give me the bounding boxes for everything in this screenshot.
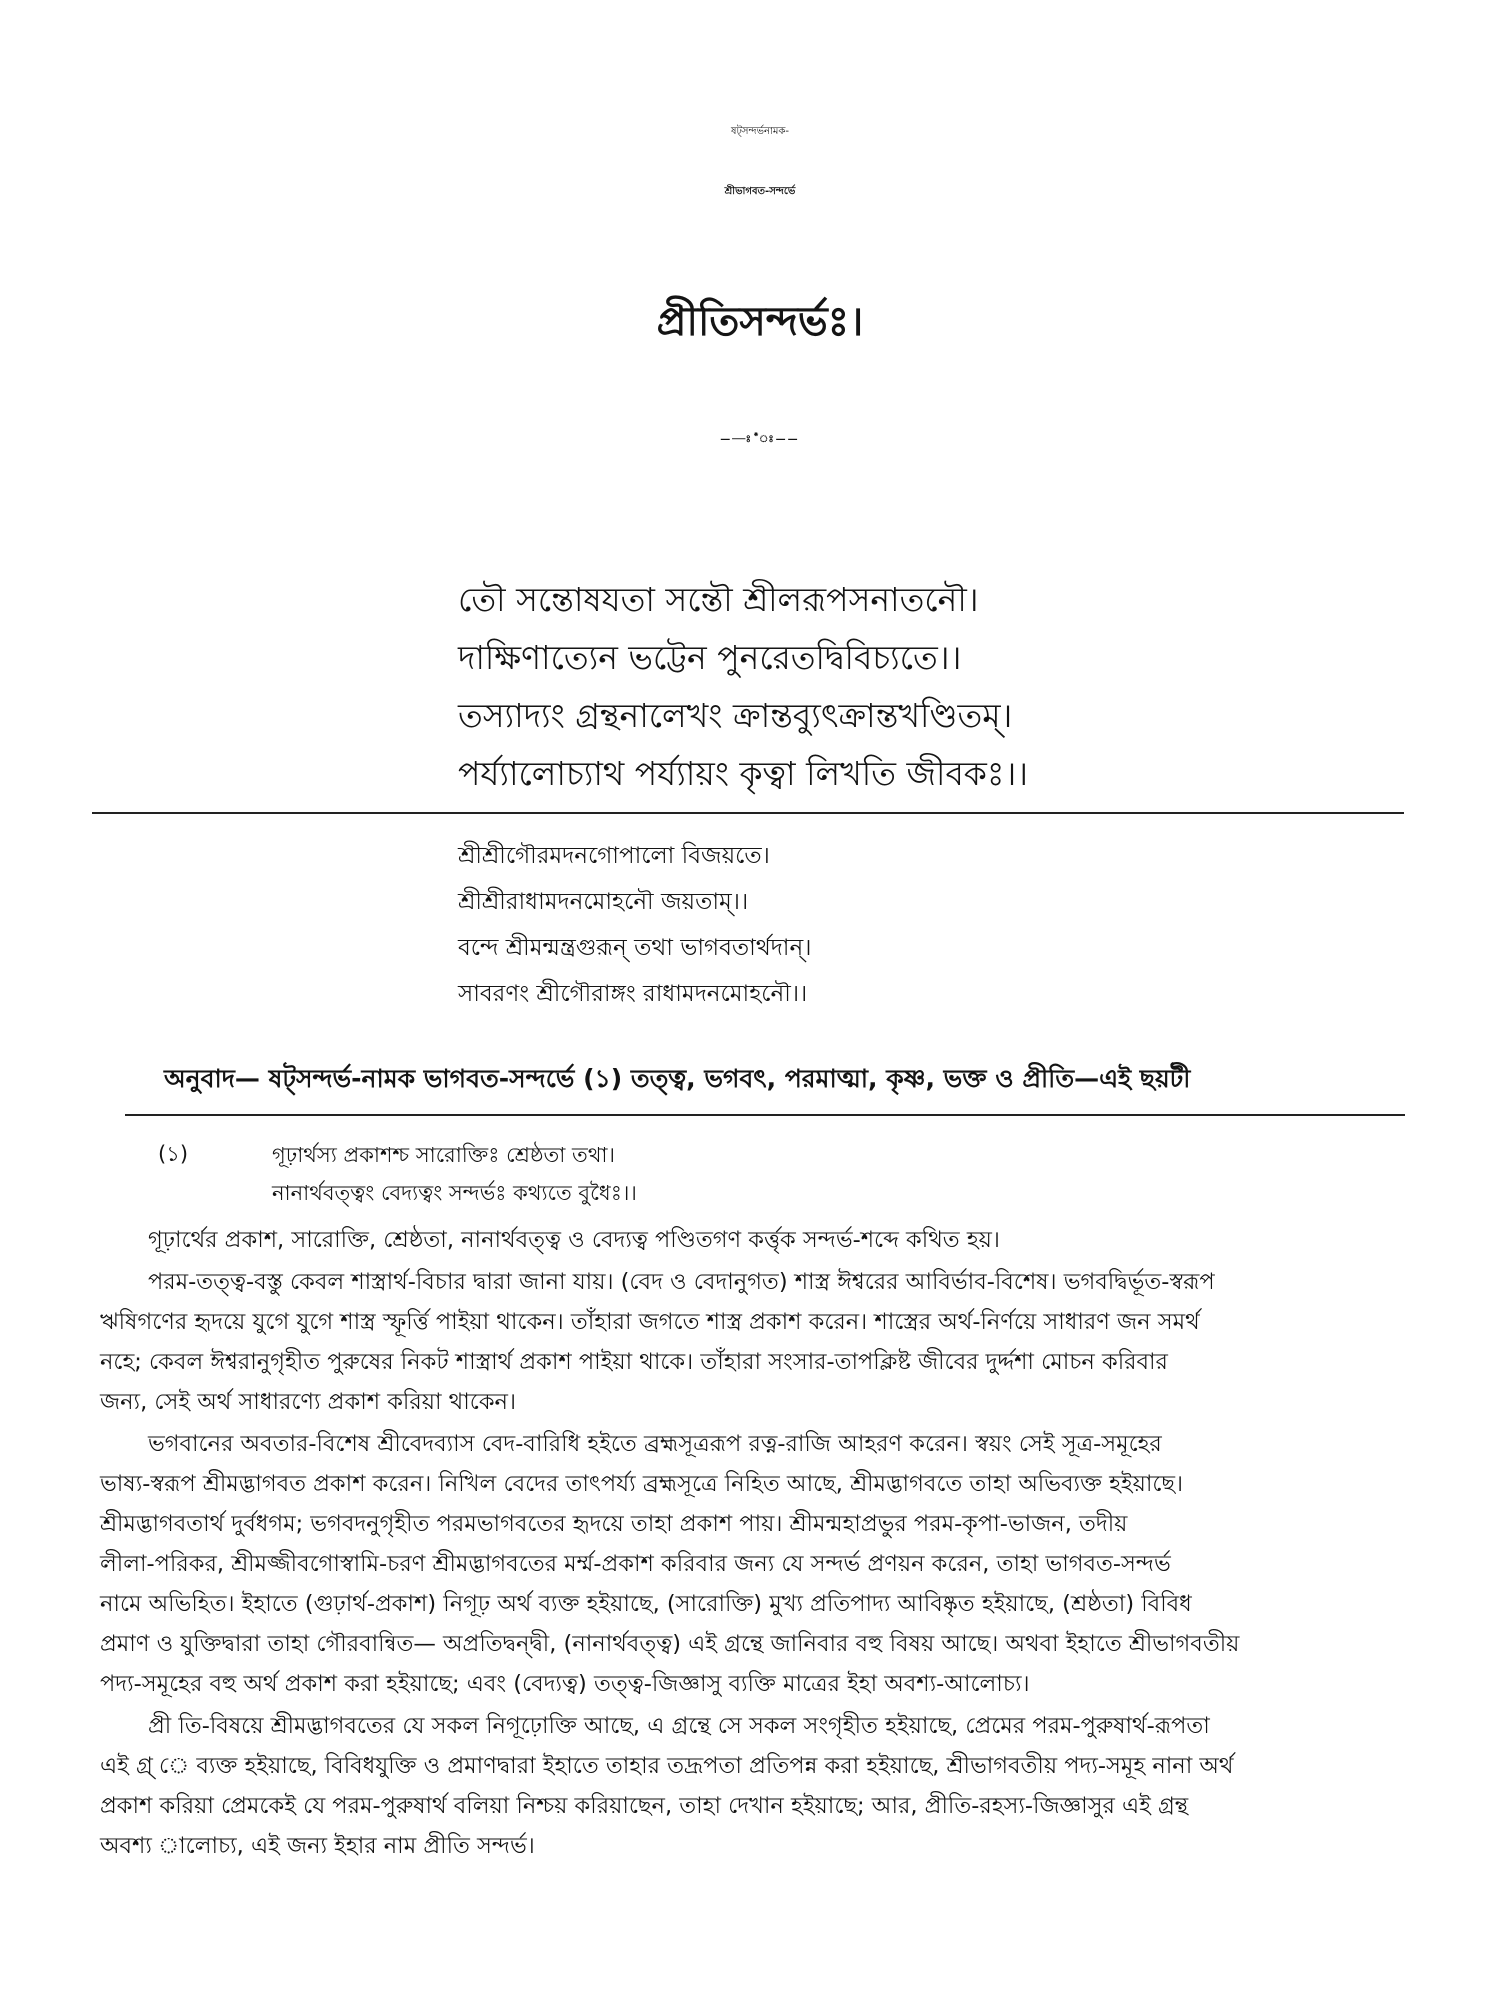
verse-line: দাক্ষিণাত্যেন ভট্টেন পুনরেতদ্বিবিচ্যতে।। [458,638,962,677]
paragraph-line: অবশ্য ালোচ্য, এই জন্য ইহার নাম প্রীতি সন্দর্ভ। [100,1833,535,1859]
invocation-line: সাবরণং শ্রীগৌরাঙ্গং রাধামদনমোহনৌ।। [458,981,808,1007]
paragraph-line: প্রমাণ ও যুক্তিদ্বারা তাহা গৌরবান্বিত— অপ্রতিদ্বন্দ্বী, (নানার্থবত্ত্ব) এই গ্রন্থে জানিবার বহু বিষয় আছে। অথবা ইহাতে শ্রীভাগবতীয় [100,1631,1240,1657]
invocation-line: শ্রীশ্রীগৌরমদনগোপালো বিজয়তে। [458,843,770,869]
footnote-line: নানার্থবত্ত্বং বেদ্যত্বং সন্দর্ভঃ কথ্যতে বুধৈঃ।। [272,1181,637,1205]
paragraph [100,1262,1410,1422]
paragraph [148,1220,1410,1260]
footnote-divider [125,1114,1405,1116]
paragraph-line: নহে; কেবল ঈশ্বরানুগৃহীত পুরুষের নিকট শাস্ত্রার্থ প্রকাশ পাইয়া থাকে। তাঁহারা সংসার-তাপক্লিষ্ট জীবের দুর্দ্দশা মোচন করিবার [100,1349,1168,1375]
verse-line: তস্যাদ্যং গ্রন্থনালেখং ক্রান্তব্যুৎক্রান্তখণ্ডিতম্। [458,696,1013,735]
book-title: প্রীতিসন্দর্ভঃ। [656,299,864,345]
paragraph-line: ঋষিগণের হৃদয়ে যুগে যুগে শাস্ত্র স্ফূর্ত্তি পাইয়া থাকেন। তাঁহারা জগতে শাস্ত্র প্রকাশ করেন। শাস্ত্রের অর্থ-নির্ণয়ে সাধারণ জন সমর্থ [100,1309,1200,1335]
section-divider [92,812,1404,814]
verse-line: পর্য্যালোচ্যাথ পর্য্যায়ং কৃত্বা লিখতি জীবকঃ।। [458,754,1029,793]
footnote-number: (১) [158,1142,189,1166]
verse-line: তৌ সন্তোষযতা সন্তৌ শ্রীলরূপসনাতনৌ। [458,580,979,619]
translation-text: ষট্সন্দর্ভ-নামক ভাগবত-সন্দর্ভে (১) তত্ত্ব, ভগবৎ, পরমাত্মা, কৃষ্ণ, ভক্ত ও প্রীতি—এই ছয়টী [259,1064,1191,1093]
paragraph-line: ভাষ্য-স্বরূপ শ্রীমদ্ভাগবত প্রকাশ করেন। নিখিল বেদের তাৎপর্য্য ব্রহ্মসূত্রে নিহিত আছে, শ্রীমদ্ভাগবতে তাহা অভিব্যক্ত হইয়াছে। [100,1471,1184,1497]
translation-line [164,1059,1190,1102]
paragraph-line: শ্রীমদ্ভাগবতার্থ দুর্বধগম; ভগবদনুগৃহীত পরমভাগবতের হৃদয়ে তাহা প্রকাশ পায়। শ্রীমন্মহাপ্রভুর পরম-কৃপা-ভাজন, তদীয় [100,1511,1128,1537]
paragraph-line: নামে অভিহিত। ইহাতে (গুঢ়ার্থ-প্রকাশ) নিগূঢ় অর্থ ব্যক্ত হইয়াছে, (সারোক্তি) মুখ্য প্রতিপাদ্য আবিষ্কৃত হইয়াছে, (শ্রষ্ঠতা) বিবিধ [100,1591,1192,1617]
paragraph [100,1424,1410,1704]
main-title: শ্রীভাগবত-সন্দর্ভে [724,186,796,197]
ornament-divider: ——ঃ*ঃ—— [720,434,800,445]
footnote-line: গূঢ়ার্থস্য প্রকাশশ্চ সারোক্তিঃ শ্রেষ্ঠতা তথা। [272,1143,616,1167]
paragraph-line: পদ্য-সমূহের বহু অর্থ প্রকাশ করা হইয়াছে; এবং (বেদ্যত্ব) তত্ত্ব-জিজ্ঞাসু ব্যক্তি মাত্রের ইহা অবশ্য-আলোচ্য। [100,1671,1030,1697]
pre-title: ষট্সন্দর্ভনামক- [730,126,790,137]
paragraph-line: লীলা-পরিকর, শ্রীমজ্জীবগোস্বামি-চরণ শ্রীমদ্ভাগবতের মর্ম্ম-প্রকাশ করিবার জন্য যে সন্দর্ভ প্রণয়ন করেন, তাহা ভাগবত-সন্দর্ভ [100,1551,1171,1577]
translation-label: অনুবাদ— [164,1064,260,1093]
paragraph [100,1706,1410,1866]
invocation-line: বন্দে শ্রীমন্মন্ত্রগুরূন্ তথা ভাগবতার্থদান্। [458,935,812,961]
paragraph-line: প্রকাশ করিয়া প্রেমকেই যে পরম-পুরুষার্থ বলিয়া নিশ্চয় করিয়াছেন, তাহা দেখান হইয়াছে; আর, প্রীতি-রহস্য-জিজ্ঞাসুর এই গ্রন্থ [100,1793,1189,1819]
paragraph-line: ভগবানের অবতার-বিশেষ শ্রীবেদব্যাস বেদ-বারিধি হইতে ব্রহ্মসূত্ররূপ রত্ন-রাজি আহরণ করেন। স্বয়ং সেই সূত্র-সমূহের [148,1431,1162,1457]
paragraph-line: জন্য, সেই অর্থ সাধারণ্যে প্রকাশ করিয়া থাকেন। [100,1389,517,1415]
paragraph-line: গূঢ়ার্থের প্রকাশ, সারোক্তি, শ্রেষ্ঠতা, নানার্থবত্ত্ব ও বেদ্যত্ব পণ্ডিতগণ কর্ত্তৃক সন্দর্ভ-শব্দে কথিত হয়। [148,1227,1000,1253]
paragraph-line: এই গ্র্ ে ব্যক্ত হইয়াছে, বিবিধযুক্তি ও প্রমাণদ্বারা ইহাতে তাহার তদ্রূপতা প্রতিপন্ন করা হইয়াছে, শ্রীভাগবতীয় পদ্য-সমূহ নানা অর্থ [100,1753,1234,1779]
paragraph-line: পরম-তত্ত্ব-বস্তু কেবল শাস্ত্রার্থ-বিচার দ্বারা জানা যায়। (বেদ ও বেদানুগত) শাস্ত্র ঈশ্বরের আবির্ভাব-বিশেষ। ভগবদ্বির্ভূত-স্বরূপ [148,1269,1215,1295]
paragraph-line: প্রী তি-বিষয়ে শ্রীমদ্ভাগবতের যে সকল নিগূঢ়োক্তি আছে, এ গ্রন্থে সে সকল সংগৃহীত হইয়াছে, প্রেমের পরম-পুরুষার্থ-রূপতা [148,1713,1210,1739]
invocation-line: শ্রীশ্রীরাধামদনমোহনৌ জয়তাম্।। [458,889,749,915]
